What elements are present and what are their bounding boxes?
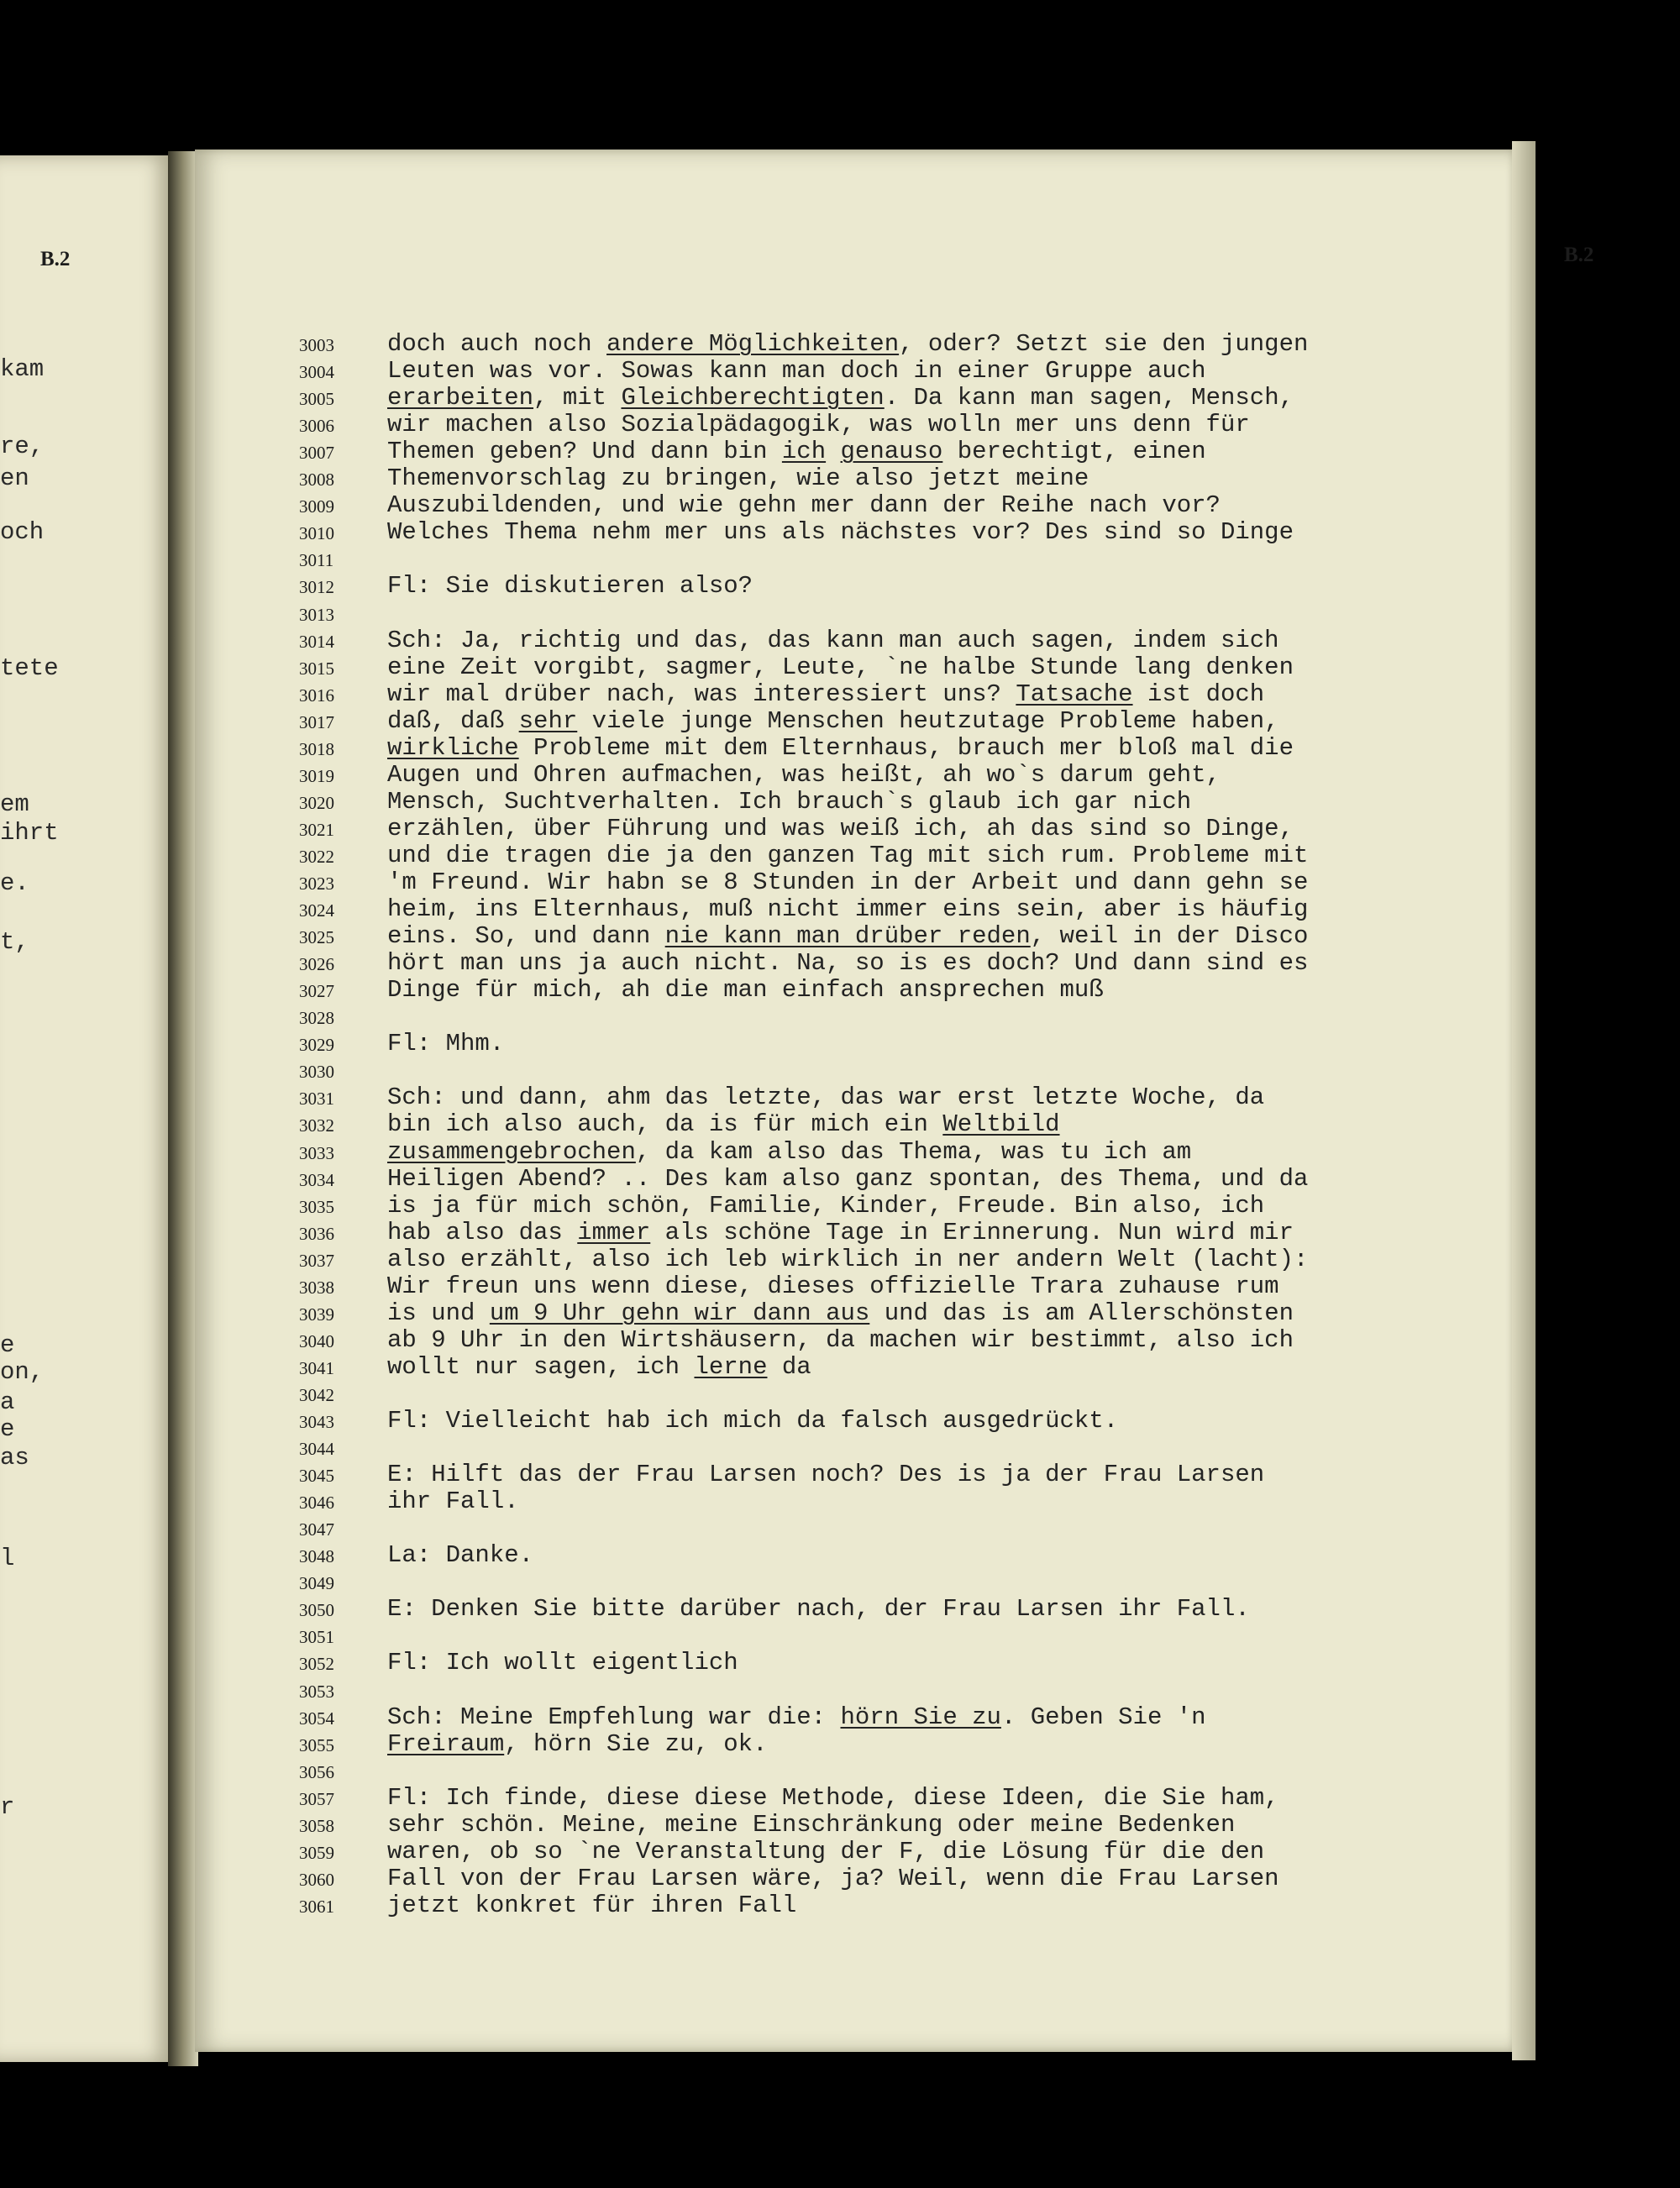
line-text: is ja für mich schön, Familie, Kinder, Freude. Bin also, ich (387, 1191, 1265, 1220)
transcript-line (195, 1649, 1505, 1676)
left-page-header: B.2 (40, 248, 71, 270)
transcript-line (195, 411, 1505, 438)
transcript-line (195, 1622, 1505, 1649)
transcript-line (195, 1003, 1505, 1030)
line-text: Fl: Mhm. (387, 1030, 505, 1058)
left-page-fragment: kam (0, 355, 45, 383)
line-text: E: Denken Sie bitte darüber nach, der Frau Larsen ihr Fall. (387, 1595, 1250, 1624)
line-text: Fl: Vielleicht hab ich mich da falsch ausgedrückt. (387, 1407, 1119, 1435)
transcript-line (195, 438, 1505, 464)
left-page-fragment: tete (0, 654, 59, 682)
transcript (195, 150, 1515, 2052)
line-number: 3042 (299, 1384, 334, 1405)
transcript-line (195, 868, 1505, 895)
transcript-line (195, 1030, 1505, 1057)
line-number: 3022 (299, 846, 334, 867)
underlined-emphasis: andere Möglichkeiten (606, 330, 900, 358)
left-page-fragment: e (0, 1331, 15, 1359)
transcript-line (195, 491, 1505, 518)
transcript-line (195, 1326, 1505, 1353)
line-text: Freiraum, hörn Sie zu, ok. (387, 1729, 768, 1758)
line-text: hab also das immer als schöne Tage in Erinnerung. Nun wird mir (387, 1218, 1294, 1246)
transcript-line (195, 1110, 1505, 1137)
line-number: 3016 (299, 685, 334, 706)
transcript-line (195, 1865, 1505, 1892)
line-number: 3049 (299, 1573, 334, 1594)
line-number: 3014 (299, 631, 334, 652)
line-number: 3007 (299, 443, 334, 464)
line-text: Fall von der Frau Larsen wäre, ja? Weil, wenn die Frau Larsen (387, 1864, 1279, 1892)
line-text: ab 9 Uhr in den Wirtshäusern, da machen wir bestimmt, also ich (387, 1325, 1294, 1354)
line-text: wir machen also Sozialpädagogik, was wolln mer uns denn für (387, 411, 1250, 439)
line-number: 3054 (299, 1708, 334, 1729)
line-number: 3041 (299, 1357, 334, 1378)
left-page-fragment: ihrt (0, 819, 59, 847)
line-number: 3023 (299, 874, 334, 894)
left-page-fragment: och (0, 518, 45, 546)
line-text: Mensch, Suchtverhalten. Ich brauch`s glaub ich gar nich (387, 787, 1192, 816)
line-text: Auszubildenden, und wie gehn mer dann der Reihe nach vor? (387, 491, 1221, 520)
line-number: 3060 (299, 1869, 334, 1890)
line-text: Heiligen Abend? .. Des kam also ganz spontan, des Thema, und da (387, 1164, 1309, 1193)
underlined-emphasis: hörn Sie zu (840, 1703, 1001, 1731)
line-number: 3033 (299, 1142, 334, 1163)
line-number: 3003 (299, 335, 334, 355)
line-text: wollt nur sagen, ich lerne da (387, 1352, 811, 1381)
line-number: 3012 (299, 577, 334, 598)
underlined-emphasis: zusammengebrochen (387, 1137, 636, 1166)
transcript-line (195, 1380, 1505, 1407)
line-text: Augen und Ohren aufmachen, was heißt, ah wo`s darum geht, (387, 760, 1221, 789)
line-text: waren, ob so `ne Veranstaltung der F, die Lösung für die den (387, 1837, 1265, 1865)
line-text: Fl: Sie diskutieren also? (387, 572, 753, 601)
line-number: 3006 (299, 416, 334, 437)
line-text: Sch: Meine Empfehlung war die: hörn Sie zu. Geben Sie 'n (387, 1703, 1206, 1731)
line-number: 3025 (299, 927, 334, 948)
transcript-line (195, 357, 1505, 384)
transcript-line (195, 518, 1505, 545)
transcript-line (195, 680, 1505, 707)
line-number: 3048 (299, 1546, 334, 1567)
line-number: 3021 (299, 819, 334, 840)
left-page-fragment: em (0, 790, 29, 818)
line-text: wirkliche Probleme mit dem Elternhaus, brauch mer bloß mal die (387, 733, 1294, 762)
transcript-line (195, 572, 1505, 599)
line-number: 3005 (299, 389, 334, 410)
transcript-line (195, 1138, 1505, 1165)
transcript-line (195, 1461, 1505, 1488)
line-number: 3031 (299, 1089, 334, 1110)
line-number: 3037 (299, 1250, 334, 1271)
line-number: 3061 (299, 1896, 334, 1917)
line-text: Dinge für mich, ah die man einfach ansprechen muß (387, 976, 1104, 1005)
left-page-fragment: t, (0, 928, 29, 956)
page-edge (1512, 141, 1536, 2060)
transcript-line (195, 1084, 1505, 1110)
line-text: und die tragen die ja den ganzen Tag mit sich rum. Probleme mit (387, 841, 1309, 869)
left-page-fragment: a (0, 1388, 15, 1416)
left-page-fragment: l (0, 1545, 15, 1572)
line-text: eine Zeit vorgibt, sagmer, Leute, `ne halbe Stunde lang denken (387, 653, 1294, 681)
line-number: 3053 (299, 1681, 334, 1702)
line-text: ihr Fall. (387, 1488, 519, 1516)
line-number: 3052 (299, 1654, 334, 1675)
line-number: 3013 (299, 604, 334, 625)
line-text: sehr schön. Meine, meine Einschränkung oder meine Bedenken (387, 1810, 1236, 1839)
transcript-line (195, 1838, 1505, 1865)
line-number: 3055 (299, 1734, 334, 1755)
line-number: 3056 (299, 1761, 334, 1782)
page-header: B.2 (1564, 244, 1594, 266)
line-number: 3032 (299, 1115, 334, 1136)
line-text: erzählen, über Führung und was weiß ich, ah das sind so Dinge, (387, 814, 1294, 842)
line-text: heim, ins Elternhaus, muß nicht immer eins sein, aber is häufig (387, 895, 1309, 924)
line-text: daß, daß sehr viele junge Menschen heutzutage Probleme haben, (387, 706, 1279, 735)
underlined-emphasis: wirkliche (387, 733, 519, 762)
left-page-fragment: en (0, 464, 29, 492)
line-text: Sch: und dann, ahm das letzte, das war erst letzte Woche, da (387, 1084, 1265, 1112)
right-page (195, 150, 1594, 2052)
transcript-line (195, 1246, 1505, 1272)
underlined-emphasis: um 9 Uhr gehn wir dann aus (489, 1299, 870, 1327)
line-text: Fl: Ich finde, diese diese Methode, diese Ideen, die Sie ham, (387, 1783, 1279, 1812)
line-number: 3044 (299, 1439, 334, 1460)
line-number: 3010 (299, 523, 334, 544)
underlined-emphasis: Tatsache (1016, 679, 1133, 708)
line-number: 3050 (299, 1600, 334, 1621)
line-number: 3036 (299, 1223, 334, 1244)
line-number: 3019 (299, 765, 334, 786)
line-number: 3008 (299, 470, 334, 491)
underlined-emphasis: Weltbild (942, 1110, 1060, 1139)
line-number: 3040 (299, 1330, 334, 1351)
line-text: erarbeiten, mit Gleichberechtigten. Da kann man sagen, Mensch, (387, 384, 1294, 412)
line-text: Fl: Ich wollt eigentlich (387, 1649, 738, 1677)
line-number: 3043 (299, 1412, 334, 1432)
left-page-fragment: re, (0, 433, 45, 460)
line-text: doch auch noch andere Möglichkeiten, oder? Setzt sie den jungen (387, 330, 1309, 358)
line-number: 3027 (299, 981, 334, 1002)
line-number: 3038 (299, 1277, 334, 1298)
transcript-line (195, 788, 1505, 815)
line-number: 3046 (299, 1493, 334, 1514)
transcript-line (195, 1730, 1505, 1757)
line-text: Themen geben? Und dann bin ich genauso berechtigt, einen (387, 438, 1206, 466)
line-number: 3058 (299, 1815, 334, 1836)
line-number: 3047 (299, 1519, 334, 1540)
line-number: 3051 (299, 1627, 334, 1648)
underlined-emphasis: immer (577, 1218, 651, 1246)
line-text: jetzt konkret für ihren Fall (387, 1891, 797, 1919)
transcript-line (195, 1407, 1505, 1434)
transcript-line (195, 545, 1505, 572)
line-text: La: Danke. (387, 1541, 534, 1570)
line-number: 3028 (299, 1008, 334, 1029)
transcript-line (195, 1299, 1505, 1326)
line-text: 'm Freund. Wir habn se 8 Stunden in der Arbeit und dann gehn se (387, 868, 1309, 896)
transcript-line (195, 1784, 1505, 1811)
transcript-line (195, 707, 1505, 734)
underlined-emphasis: sehr (518, 706, 578, 735)
transcript-line (195, 1434, 1505, 1461)
transcript-line (195, 922, 1505, 949)
line-text: bin ich also auch, da is für mich ein Weltbild (387, 1110, 1060, 1139)
left-page-fragment: as (0, 1444, 29, 1472)
transcript-line (195, 1165, 1505, 1192)
left-page-fragment: r (0, 1793, 15, 1821)
transcript-line (195, 1541, 1505, 1568)
line-text: Welches Thema nehm mer uns als nächstes vor? Des sind so Dinge (387, 518, 1294, 547)
line-text: Wir freun uns wenn diese, dieses offizielle Trara zuhause rum (387, 1272, 1279, 1300)
line-text: also erzählt, also ich leb wirklich in ner andern Welt (lacht): (387, 1245, 1309, 1273)
underlined-emphasis: erarbeiten (387, 384, 534, 412)
line-text: Leuten was vor. Sowas kann man doch in einer Gruppe auch (387, 357, 1206, 386)
line-text: is und um 9 Uhr gehn wir dann aus und das is am Allerschönsten (387, 1299, 1294, 1327)
left-page-fragment: e (0, 1415, 15, 1443)
line-number: 3035 (299, 1196, 334, 1217)
transcript-line (195, 653, 1505, 680)
book-gutter (168, 151, 198, 2066)
transcript-line (195, 895, 1505, 922)
left-page-fragment: e. (0, 869, 29, 897)
transcript-line (195, 1488, 1505, 1514)
underlined-emphasis: ich (781, 438, 827, 466)
transcript-line (195, 1703, 1505, 1730)
line-number: 3020 (299, 792, 334, 813)
transcript-line (195, 842, 1505, 868)
line-number: 3015 (299, 658, 334, 679)
transcript-line (195, 1892, 1505, 1918)
line-number: 3004 (299, 362, 334, 383)
line-number: 3024 (299, 900, 334, 921)
transcript-line (195, 815, 1505, 842)
line-text: E: Hilft das der Frau Larsen noch? Des is ja der Frau Larsen (387, 1461, 1265, 1489)
transcript-line (195, 1568, 1505, 1595)
transcript-line (195, 600, 1505, 627)
transcript-line (195, 1595, 1505, 1622)
line-number: 3029 (299, 1035, 334, 1056)
line-number: 3009 (299, 496, 334, 517)
line-text: Sch: Ja, richtig und das, das kann man auch sagen, indem sich (387, 626, 1279, 654)
transcript-line (195, 1676, 1505, 1703)
underlined-emphasis: lerne (694, 1352, 768, 1381)
transcript-line (195, 627, 1505, 653)
line-text: eins. So, und dann nie kann man drüber reden, weil in der Disco (387, 922, 1309, 951)
line-number: 3018 (299, 738, 334, 759)
line-number: 3011 (299, 550, 334, 571)
transcript-line (195, 1514, 1505, 1541)
left-page (0, 155, 175, 2062)
transcript-line (195, 761, 1505, 788)
line-number: 3057 (299, 1788, 334, 1809)
line-number: 3039 (299, 1304, 334, 1325)
transcript-line (195, 464, 1505, 491)
transcript-line (195, 734, 1505, 761)
transcript-line (195, 1219, 1505, 1246)
transcript-line (195, 1272, 1505, 1299)
left-page-fragment: on, (0, 1358, 45, 1386)
transcript-line (195, 1811, 1505, 1838)
transcript-line (195, 330, 1505, 357)
line-text: wir mal drüber nach, was interessiert uns? Tatsache ist doch (387, 679, 1265, 708)
transcript-line (195, 1192, 1505, 1219)
line-text: zusammengebrochen, da kam also das Thema, was tu ich am (387, 1137, 1192, 1166)
transcript-line (195, 1757, 1505, 1784)
line-number: 3059 (299, 1842, 334, 1863)
transcript-line (195, 976, 1505, 1003)
transcript-line (195, 949, 1505, 976)
underlined-emphasis: nie kann man drüber reden (664, 922, 1031, 951)
underlined-emphasis: genauso (840, 438, 943, 466)
line-text: hört man uns ja auch nicht. Na, so is es doch? Und dann sind es (387, 949, 1309, 978)
line-number: 3026 (299, 954, 334, 975)
line-number: 3034 (299, 1169, 334, 1190)
transcript-line (195, 384, 1505, 411)
line-number: 3017 (299, 711, 334, 732)
line-text: Themenvorschlag zu bringen, wie also jetzt meine (387, 464, 1089, 493)
line-number: 3030 (299, 1062, 334, 1083)
line-number: 3045 (299, 1466, 334, 1487)
transcript-line (195, 1353, 1505, 1380)
underlined-emphasis: Gleichberechtigten (621, 384, 885, 412)
underlined-emphasis: Freiraum (387, 1729, 505, 1758)
transcript-line (195, 1057, 1505, 1084)
